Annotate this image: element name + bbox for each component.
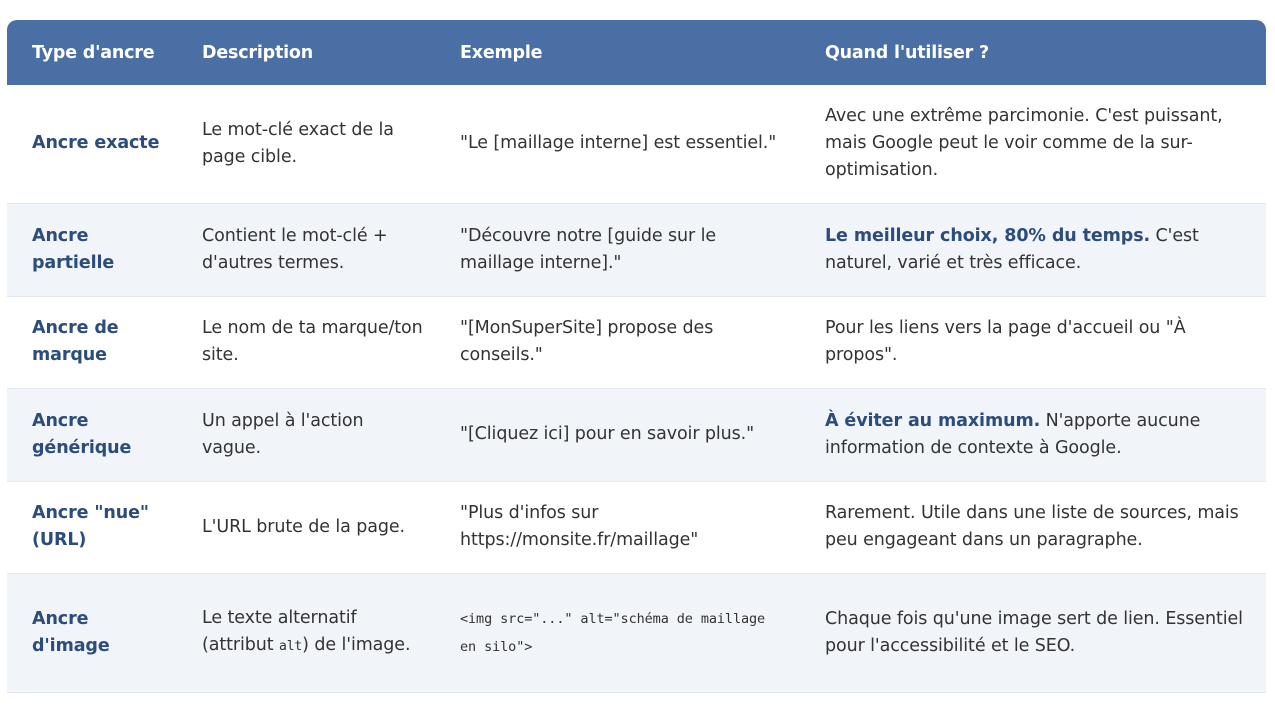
cell-type: Ancre d'image <box>7 573 177 692</box>
header-when-to-use: Quand l'utiliser ? <box>825 42 989 63</box>
cell-description: Un appel à l'action vague. <box>177 388 435 481</box>
cell-description: Le mot-clé exact de la page cible. <box>177 85 435 203</box>
cell-when-to-use <box>800 85 1266 203</box>
cell-when-to-use <box>800 573 1266 692</box>
cell-type: Ancre exacte <box>7 85 177 203</box>
cell-example: "Découvre notre [guide sur le maillage interne]." <box>435 203 800 296</box>
table-row <box>7 573 1266 692</box>
cell-when-to-use <box>800 203 1266 296</box>
header-type: Type d'ancre <box>32 42 155 63</box>
alt-attribute-code: alt <box>278 639 303 654</box>
table-row <box>7 85 1266 203</box>
when-highlight: Le meilleur choix, 80% du temps. <box>825 225 1151 246</box>
cell-when-to-use <box>800 388 1266 481</box>
table-row <box>7 296 1266 388</box>
description-text-after: ) de l'image. <box>302 635 411 655</box>
cell-example <box>435 573 800 692</box>
header-description: Description <box>202 42 313 63</box>
cell-description: Le nom de ta marque/ton site. <box>177 296 435 388</box>
cell-example: "[MonSuperSite] propose des conseils." <box>435 296 800 388</box>
anchor-types-table-container <box>7 20 1266 693</box>
when-text: Avec une extrême parcimonie. C'est puissant, mais Google peut le voir comme de la sur-optimisation. <box>825 106 1223 181</box>
when-text: C'est naturel, varié et très efficace. <box>825 225 1199 273</box>
anchor-types-table <box>7 20 1266 693</box>
when-highlight: À éviter au maximum. <box>825 410 1041 431</box>
cell-type: Ancre "nue" (URL) <box>7 481 177 573</box>
cell-example: "Plus d'infos sur https://monsite.fr/maillage" <box>435 481 800 573</box>
cell-type: Ancre générique <box>7 388 177 481</box>
table-row <box>7 203 1266 296</box>
cell-description: L'URL brute de la page. <box>177 481 435 573</box>
table-header <box>7 20 1266 85</box>
when-text: Pour les liens vers la page d'accueil ou "À propos". <box>825 318 1186 365</box>
cell-when-to-use <box>800 296 1266 388</box>
when-text: Chaque fois qu'une image sert de lien. Essentiel pour l'accessibilité et le SEO. <box>825 608 1243 656</box>
cell-type: Ancre partielle <box>7 203 177 296</box>
cell-when-to-use <box>800 481 1266 573</box>
when-text: N'apporte aucune information de contexte à Google. <box>825 410 1201 458</box>
header-row <box>7 20 1266 85</box>
cell-example: "[Cliquez ici] pour en savoir plus." <box>435 388 800 481</box>
cell-example: "Le [maillage interne] est essentiel." <box>435 85 800 203</box>
cell-description <box>177 573 435 692</box>
header-example: Exemple <box>460 42 543 63</box>
table-row <box>7 388 1266 481</box>
when-text: Rarement. Utile dans une liste de sources, mais peu engageant dans un paragraphe. <box>825 503 1239 550</box>
example-code: <img src="..." alt="schéma de maillage en silo"> <box>460 610 766 655</box>
cell-type: Ancre de marque <box>7 296 177 388</box>
cell-description: Contient le mot-clé + d'autres termes. <box>177 203 435 296</box>
table-row <box>7 481 1266 573</box>
description-text-before: Le texte alternatif (attribut <box>202 608 357 655</box>
